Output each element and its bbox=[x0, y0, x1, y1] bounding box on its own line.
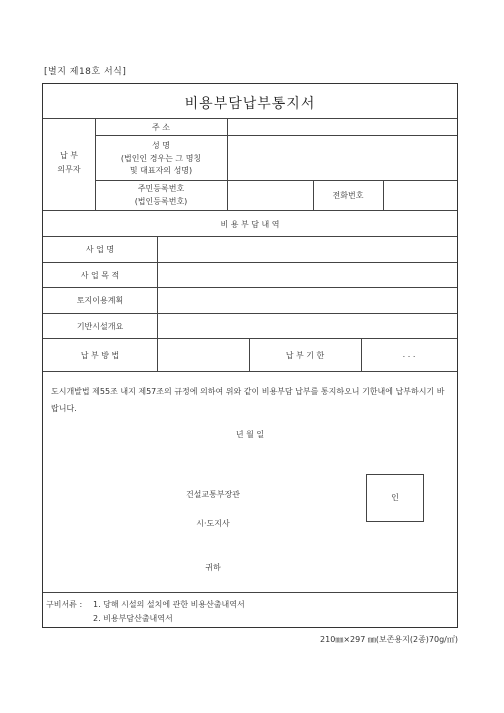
details-header: 비 용 부 담 내 역 bbox=[220, 220, 280, 229]
divider bbox=[43, 262, 457, 263]
project-name-label: 사 업 명 bbox=[85, 245, 115, 254]
paper-spec: 210㎜×297 ㎜(보존용지(2종)70g/㎡) bbox=[320, 635, 458, 644]
divider bbox=[43, 313, 457, 314]
seal-box bbox=[366, 474, 424, 522]
divider bbox=[95, 180, 457, 181]
obligor-group-label: 의무자 bbox=[57, 165, 81, 174]
divider bbox=[43, 210, 457, 211]
notice-date: 년 월 일 bbox=[235, 430, 265, 439]
name-note: (법인인 경우는 그 명칭 bbox=[120, 154, 202, 163]
infrastructure-label: 기반시설개요 bbox=[76, 322, 124, 331]
divider bbox=[227, 118, 228, 210]
project-purpose-label: 사 업 목 적 bbox=[80, 271, 120, 280]
issuer: 건설교통부장관 bbox=[185, 490, 241, 499]
id-label: 주민등록번호 bbox=[137, 184, 185, 193]
form-number: [별지 제18호 서식] bbox=[44, 67, 127, 77]
seal-mark: 인 bbox=[391, 493, 399, 502]
attachment-item: 1. 당해 시설의 설치에 관한 비용산출내역서 bbox=[93, 600, 245, 609]
deadline-label: 납 부 기 한 bbox=[285, 351, 325, 360]
name-note: 및 대표자의 성명) bbox=[129, 166, 193, 175]
issuer-alt: 시·도지사 bbox=[196, 519, 230, 528]
divider bbox=[43, 371, 457, 372]
name-label: 성 명 bbox=[152, 141, 170, 150]
land-use-plan-label: 토지이용계획 bbox=[76, 296, 124, 305]
divider bbox=[43, 287, 457, 288]
divider bbox=[43, 118, 457, 119]
divider bbox=[157, 338, 158, 371]
divider bbox=[43, 592, 457, 593]
obligor-group-label: 납 부 bbox=[60, 151, 78, 160]
recipient-suffix: 귀하 bbox=[205, 563, 221, 572]
notice-text: 도시개발법 제55조 내지 제57조의 규정에 의하여 위와 같이 비용부담 납부를 통지하오니 기한내에 납부하시기 바랍니다. bbox=[51, 387, 445, 413]
document-title: 비용부담납부통지서 bbox=[184, 96, 316, 112]
divider bbox=[95, 135, 457, 136]
form-frame bbox=[42, 83, 458, 628]
attachments-label: 구비서류 : bbox=[46, 600, 83, 609]
payment-method-label: 납 부 방 법 bbox=[80, 351, 120, 360]
attachment-item: 2. 비용부담산출내역서 bbox=[93, 614, 173, 623]
divider bbox=[43, 338, 457, 339]
divider bbox=[383, 180, 384, 210]
phone-label: 전화번호 bbox=[332, 191, 364, 200]
divider bbox=[157, 236, 158, 338]
divider bbox=[43, 236, 457, 237]
id-label-note: (법인등록번호) bbox=[134, 197, 188, 206]
address-label: 주 소 bbox=[152, 123, 170, 132]
deadline-field[interactable]: . . . bbox=[402, 350, 416, 359]
